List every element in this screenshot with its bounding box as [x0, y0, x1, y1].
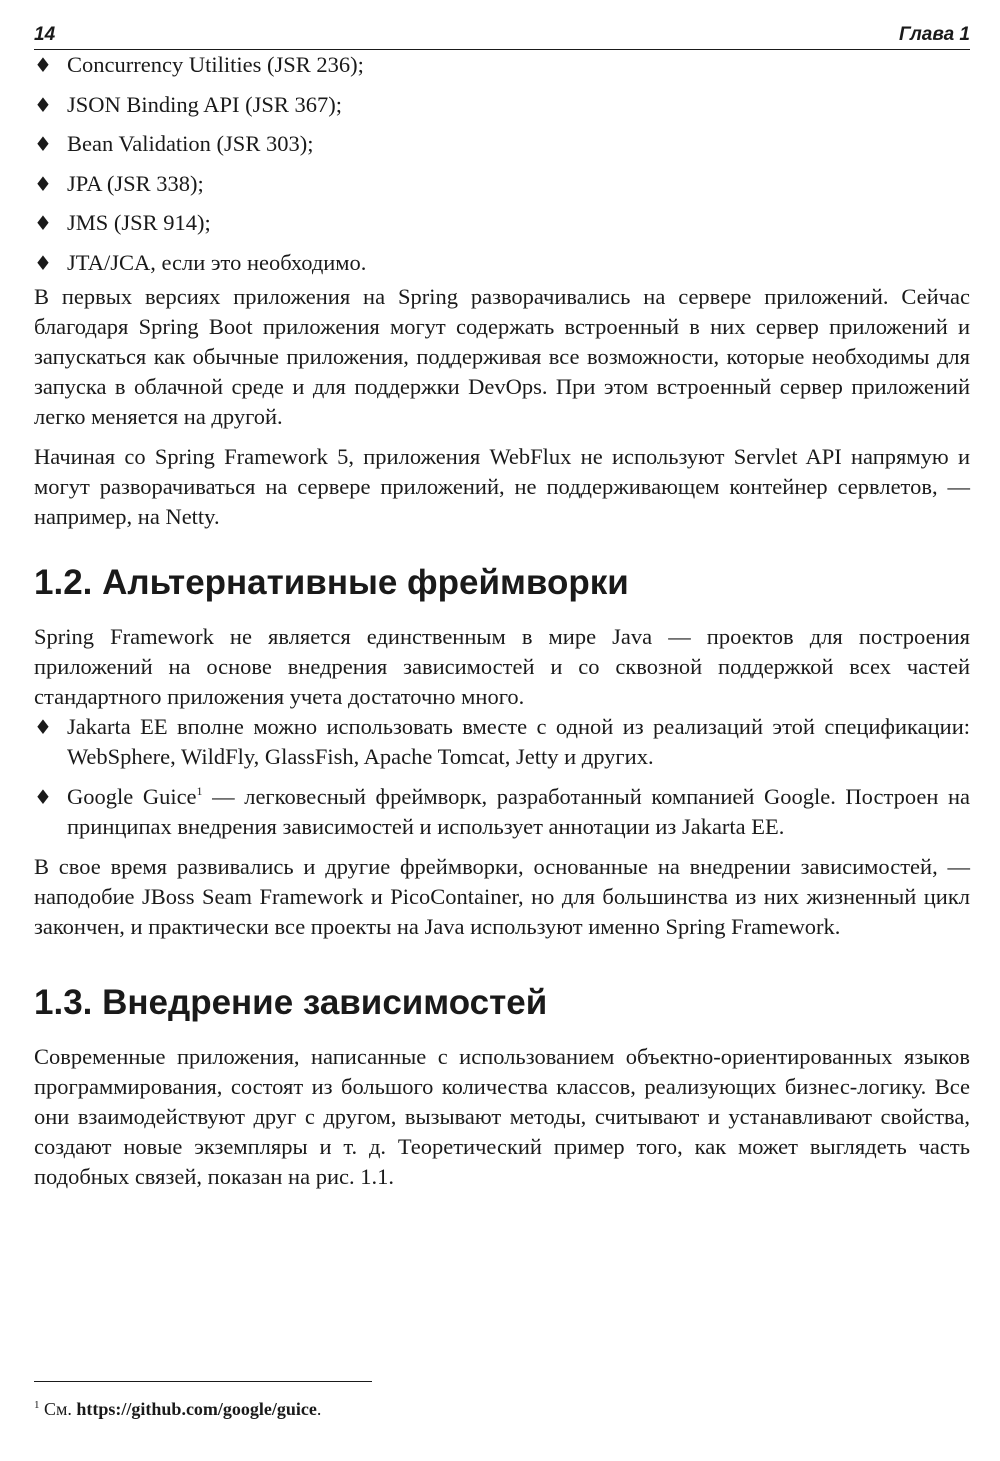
footnote-reference[interactable]: 1: [196, 783, 203, 798]
paragraph-webflux: Начиная со Spring Framework 5, приложения WebFlux не используют Servlet API напрямую и могут разворачиваться на сервере приложений, не поддерживающем контейнер сервлетов, — например, на Netty.: [34, 443, 970, 529]
page-number: 14: [34, 24, 56, 45]
list-item: ♦ JMS (JSR 914);: [34, 208, 970, 238]
paragraph-other-frameworks: В свое время развивались и другие фреймворки, основанные на внедрении зависимостей, — наподобие JBoss Seam Framework и PicoContainer, но для большинства из них жизненный цикл закончен, и практически все проекты на Java используют именно Spring Framework.: [34, 853, 970, 939]
jsr-list: [34, 50, 970, 278]
diamond-bullet-icon: ♦: [34, 92, 52, 117]
list-item-jakarta: ♦ Jakarta EE вполне можно использовать вместе с одной из реализаций этой спецификации: WebSphere, WildFly, GlassFish, Apache Tomcat, Jetty и других.: [34, 713, 970, 769]
chapter-label: Глава 1: [899, 24, 970, 45]
diamond-bullet-icon: ♦: [34, 714, 52, 739]
diamond-bullet-icon: ♦: [34, 171, 52, 196]
footnote-link[interactable]: https://github.com/google/guice: [76, 1399, 317, 1419]
paragraph-alternatives-intro: Spring Framework не является единственным в мире Java — проектов для построения приложений на основе внедрения зависимостей и со сквозной поддержкой всех частей стандартного приложения учета достаточно много.: [34, 623, 970, 709]
paragraph-spring-boot: В первых версиях приложения на Spring разворачивались на сервере приложений. Сейчас благодаря Spring Boot приложения могут содержать встроенный в них сервер приложений и запускаться как обычные приложения, поддерживая все возможности, которые необходимы для запуска в облачной среде и для поддержки DevOps. При этом встроенный сервер приложений легко меняется на другой.: [34, 283, 970, 429]
running-header: [34, 22, 970, 50]
list-item-guice: ♦ Google Guice$^1$ — легковесный фреймворк, разработанный компанией Google. Построен на принципах внедрения зависимостей и использует аннотации из Jakarta EE.: [34, 783, 970, 839]
footnote: $^1$ См. https://github.com/google/guice.: [34, 1399, 322, 1419]
section-heading-1-2: 1.2. Альтернативные фреймворки: [34, 562, 629, 602]
list-item: ♦ JPA (JSR 338);: [34, 169, 970, 199]
diamond-bullet-icon: ♦: [34, 250, 52, 275]
list-item: ♦ Concurrency Utilities (JSR 236);: [34, 50, 970, 80]
diamond-bullet-icon: ♦: [34, 53, 52, 77]
paragraph-dependency-injection: Современные приложения, написанные с использованием объектно-ориентированных языков программирования, состоят из большого количества классов, реализующих бизнес-логику. Все они взаимодействуют друг с другом, вызывают методы, считывают и устанавливают свойства, создают новые экземпляры и т. д. Теоретический пример того, как может выглядеть часть подобных связей, показан на рис. 1.1.: [34, 1043, 970, 1189]
section-heading-1-3: 1.3. Внедрение зависимостей: [34, 982, 548, 1022]
footnote-divider: [34, 1381, 372, 1382]
list-item: ♦ JTA/JCA, если это необходимо.: [34, 248, 970, 278]
diamond-bullet-icon: ♦: [34, 211, 52, 235]
diamond-bullet-icon: ♦: [34, 132, 52, 156]
frameworks-list: [34, 712, 970, 842]
body-text: [34, 50, 970, 1192]
list-item: ♦ JSON Binding API (JSR 367);: [34, 90, 970, 120]
list-item: ♦ Bean Validation (JSR 303);: [34, 129, 970, 159]
diamond-bullet-icon: ♦: [34, 784, 52, 809]
page: [34, 22, 970, 1192]
footnote-number: 1: [34, 1399, 40, 1411]
